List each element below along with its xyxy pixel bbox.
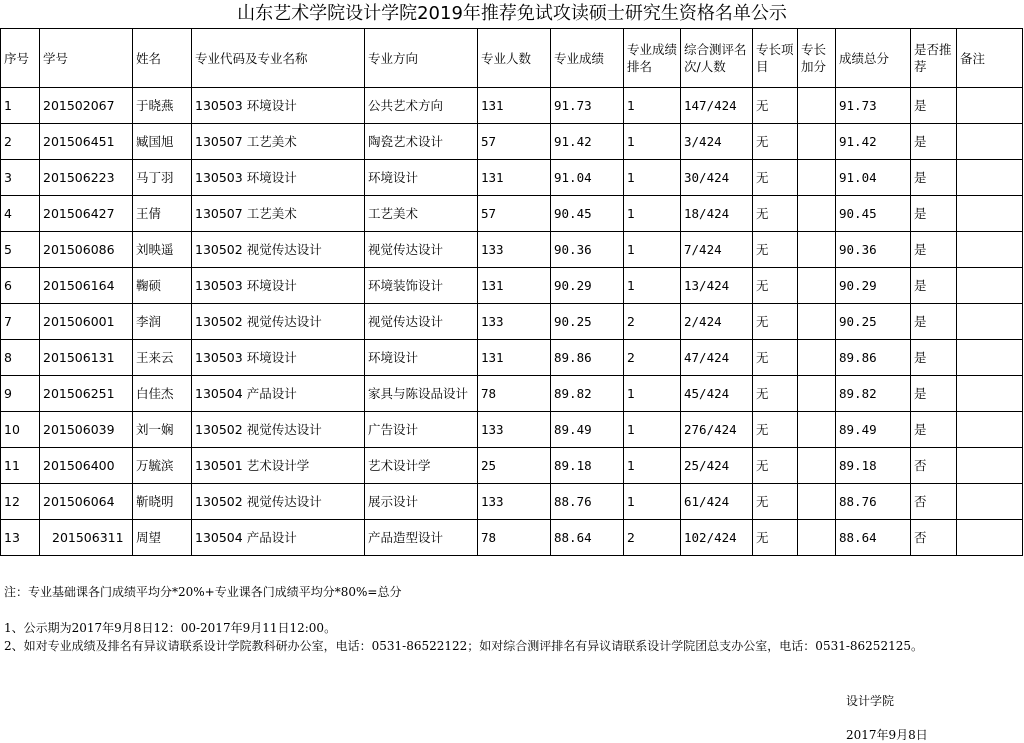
column-header: 成绩总分 <box>836 29 911 88</box>
table-cell: 无 <box>753 340 798 376</box>
table-cell: 白佳杰 <box>133 376 192 412</box>
table-cell: 2 <box>624 304 681 340</box>
table-cell: 2/424 <box>681 304 753 340</box>
table-cell: 9 <box>1 376 40 412</box>
table-cell: 无 <box>753 520 798 556</box>
table-row <box>1 160 1023 196</box>
table-cell: 91.73 <box>551 88 624 124</box>
table-cell <box>957 124 1023 160</box>
table-cell: 78 <box>478 520 551 556</box>
column-header: 专业代码及专业名称 <box>192 29 365 88</box>
table-cell: 130503 环境设计 <box>192 160 365 196</box>
table-cell: 57 <box>478 124 551 160</box>
column-header: 专业人数 <box>478 29 551 88</box>
table-cell: 90.29 <box>836 268 911 304</box>
table-cell: 万毓滨 <box>133 448 192 484</box>
table-cell: 无 <box>753 196 798 232</box>
table-cell: 201506086 <box>40 232 133 268</box>
table-cell: 于晓燕 <box>133 88 192 124</box>
table-cell <box>798 340 836 376</box>
table-cell <box>957 268 1023 304</box>
table-cell: 201506251 <box>40 376 133 412</box>
table-cell: 1 <box>624 376 681 412</box>
table-cell: 30/424 <box>681 160 753 196</box>
table-cell: 10 <box>1 412 40 448</box>
table-cell: 133 <box>478 232 551 268</box>
table-cell: 1 <box>624 124 681 160</box>
column-header: 是否推荐 <box>911 29 957 88</box>
table-cell: 201506223 <box>40 160 133 196</box>
table-cell: 47/424 <box>681 340 753 376</box>
table-cell: 61/424 <box>681 484 753 520</box>
table-cell: 5 <box>1 232 40 268</box>
table-cell: 广告设计 <box>365 412 478 448</box>
table-cell: 201506064 <box>40 484 133 520</box>
table-cell: 90.45 <box>836 196 911 232</box>
table-cell: 是 <box>911 124 957 160</box>
table-cell: 90.45 <box>551 196 624 232</box>
table-cell: 1 <box>624 268 681 304</box>
table-cell: 89.18 <box>551 448 624 484</box>
table-cell: 18/424 <box>681 196 753 232</box>
table-cell <box>957 412 1023 448</box>
table-cell: 刘一娴 <box>133 412 192 448</box>
table-cell: 91.42 <box>836 124 911 160</box>
table-cell: 130501 艺术设计学 <box>192 448 365 484</box>
table-cell: 陶瓷艺术设计 <box>365 124 478 160</box>
table-cell: 130502 视觉传达设计 <box>192 232 365 268</box>
table-cell: 公共艺术方向 <box>365 88 478 124</box>
notice-contact: 2、如对专业成绩及排名有异议请联系设计学院教科研办公室，电话：0531-86522122；如对综合测评排名有异议请联系设计学院团总支办公室，电话：0531-86252125。 <box>4 639 923 653</box>
table-cell: 201506400 <box>40 448 133 484</box>
table-cell <box>798 268 836 304</box>
table-cell: 88.64 <box>551 520 624 556</box>
column-header: 备注 <box>957 29 1023 88</box>
table-cell: 2 <box>624 520 681 556</box>
table-cell: 88.76 <box>551 484 624 520</box>
table-cell: 3 <box>1 160 40 196</box>
table-cell: 201506311 <box>40 520 133 556</box>
table-cell: 产品造型设计 <box>365 520 478 556</box>
table-row <box>1 268 1023 304</box>
table-cell: 13/424 <box>681 268 753 304</box>
table-cell <box>798 520 836 556</box>
table-cell: 否 <box>911 484 957 520</box>
table-cell: 无 <box>753 448 798 484</box>
table-cell: 130507 工艺美术 <box>192 124 365 160</box>
table-cell: 艺术设计学 <box>365 448 478 484</box>
table-cell: 2 <box>624 340 681 376</box>
table-cell: 无 <box>753 412 798 448</box>
table-cell: 7 <box>1 304 40 340</box>
table-cell: 展示设计 <box>365 484 478 520</box>
table-cell: 1 <box>624 448 681 484</box>
table-cell: 78 <box>478 376 551 412</box>
table-cell: 201506427 <box>40 196 133 232</box>
table-cell: 7/424 <box>681 232 753 268</box>
column-header: 姓名 <box>133 29 192 88</box>
table-cell: 无 <box>753 484 798 520</box>
table-cell: 刘映遥 <box>133 232 192 268</box>
table-cell <box>957 376 1023 412</box>
table-cell: 1 <box>624 412 681 448</box>
column-header: 专业方向 <box>365 29 478 88</box>
table-cell: 91.73 <box>836 88 911 124</box>
recommendation-table <box>0 28 1023 556</box>
table-cell: 130503 环境设计 <box>192 88 365 124</box>
table-cell: 周望 <box>133 520 192 556</box>
table-row <box>1 124 1023 160</box>
notice-period: 1、公示期为2017年9月8日12：00-2017年9月11日12:00。 <box>4 621 337 635</box>
table-cell: 1 <box>624 88 681 124</box>
table-cell: 91.04 <box>836 160 911 196</box>
table-cell: 89.86 <box>551 340 624 376</box>
table-cell: 王来云 <box>133 340 192 376</box>
table-cell: 201506164 <box>40 268 133 304</box>
table-cell: 无 <box>753 88 798 124</box>
table-cell: 131 <box>478 268 551 304</box>
table-cell: 否 <box>911 448 957 484</box>
table-cell: 1 <box>624 232 681 268</box>
table-cell: 201506451 <box>40 124 133 160</box>
table-cell: 89.49 <box>836 412 911 448</box>
table-cell: 130503 环境设计 <box>192 340 365 376</box>
table-cell: 环境装饰设计 <box>365 268 478 304</box>
table-cell <box>798 376 836 412</box>
column-header: 专长加分 <box>798 29 836 88</box>
table-cell: 102/424 <box>681 520 753 556</box>
table-cell: 89.82 <box>551 376 624 412</box>
table-cell: 无 <box>753 376 798 412</box>
table-cell: 视觉传达设计 <box>365 304 478 340</box>
table-cell: 1 <box>624 484 681 520</box>
table-cell: 89.49 <box>551 412 624 448</box>
table-cell: 2 <box>1 124 40 160</box>
table-cell: 90.36 <box>836 232 911 268</box>
table-cell: 是 <box>911 340 957 376</box>
table-row <box>1 484 1023 520</box>
column-header: 专业成绩 <box>551 29 624 88</box>
table-cell <box>957 88 1023 124</box>
table-cell: 11 <box>1 448 40 484</box>
table-cell: 环境设计 <box>365 160 478 196</box>
table-cell: 201506001 <box>40 304 133 340</box>
table-cell: 133 <box>478 412 551 448</box>
table-cell: 89.86 <box>836 340 911 376</box>
table-cell: 无 <box>753 232 798 268</box>
table-row <box>1 88 1023 124</box>
table-cell: 130502 视觉传达设计 <box>192 412 365 448</box>
table-cell <box>798 196 836 232</box>
table-cell <box>798 448 836 484</box>
table-cell: 鞠硕 <box>133 268 192 304</box>
table-cell: 131 <box>478 160 551 196</box>
table-cell: 276/424 <box>681 412 753 448</box>
table-cell: 是 <box>911 196 957 232</box>
table-row <box>1 304 1023 340</box>
table-cell: 130502 视觉传达设计 <box>192 304 365 340</box>
table-cell: 130502 视觉传达设计 <box>192 484 365 520</box>
table-cell: 王倩 <box>133 196 192 232</box>
table-cell: 4 <box>1 196 40 232</box>
table-cell: 是 <box>911 412 957 448</box>
column-header: 序号 <box>1 29 40 88</box>
table-cell: 147/424 <box>681 88 753 124</box>
table-cell: 12 <box>1 484 40 520</box>
table-cell: 臧国旭 <box>133 124 192 160</box>
column-header: 综合测评名次/人数 <box>681 29 753 88</box>
table-cell <box>798 412 836 448</box>
table-cell: 57 <box>478 196 551 232</box>
table-cell: 25 <box>478 448 551 484</box>
table-cell: 90.36 <box>551 232 624 268</box>
table-cell: 家具与陈设品设计 <box>365 376 478 412</box>
table-row <box>1 340 1023 376</box>
table-cell: 无 <box>753 268 798 304</box>
table-cell: 是 <box>911 268 957 304</box>
table-cell: 201506131 <box>40 340 133 376</box>
table-cell: 是 <box>911 376 957 412</box>
table-cell: 3/424 <box>681 124 753 160</box>
signature: 设计学院 <box>846 694 895 708</box>
table-cell: 无 <box>753 124 798 160</box>
table-cell: 90.25 <box>551 304 624 340</box>
table-cell: 无 <box>753 160 798 196</box>
table-cell <box>957 196 1023 232</box>
table-cell: 是 <box>911 160 957 196</box>
table-cell <box>957 304 1023 340</box>
table-cell: 无 <box>753 304 798 340</box>
table-cell: 130507 工艺美术 <box>192 196 365 232</box>
table-cell: 1 <box>624 196 681 232</box>
table-row <box>1 448 1023 484</box>
table-cell: 李润 <box>133 304 192 340</box>
table-row <box>1 412 1023 448</box>
table-cell <box>798 124 836 160</box>
table-cell <box>957 484 1023 520</box>
table-row <box>1 196 1023 232</box>
table-cell: 133 <box>478 484 551 520</box>
table-cell: 133 <box>478 304 551 340</box>
table-cell: 88.64 <box>836 520 911 556</box>
table-cell <box>798 88 836 124</box>
page-title: 山东艺术学院设计学院2019年推荐免试攻读硕士研究生资格名单公示 <box>237 3 787 24</box>
table-cell: 8 <box>1 340 40 376</box>
table-cell: 靳晓明 <box>133 484 192 520</box>
table-cell: 1 <box>624 160 681 196</box>
table-cell <box>957 520 1023 556</box>
table-cell: 89.82 <box>836 376 911 412</box>
table-cell <box>957 160 1023 196</box>
table-cell: 工艺美术 <box>365 196 478 232</box>
column-header: 专业成绩排名 <box>624 29 681 88</box>
table-body <box>1 88 1023 556</box>
table-cell: 90.29 <box>551 268 624 304</box>
issue-date: 2017年9月8日 <box>846 728 928 742</box>
table-header-row <box>1 29 1023 88</box>
table-cell <box>798 160 836 196</box>
table-cell: 视觉传达设计 <box>365 232 478 268</box>
table-cell: 1 <box>1 88 40 124</box>
table-cell: 6 <box>1 268 40 304</box>
table-cell: 131 <box>478 340 551 376</box>
table-cell: 否 <box>911 520 957 556</box>
table-cell: 91.04 <box>551 160 624 196</box>
table-cell: 130504 产品设计 <box>192 520 365 556</box>
table-cell: 45/424 <box>681 376 753 412</box>
column-header: 学号 <box>40 29 133 88</box>
table-cell: 201506039 <box>40 412 133 448</box>
table-cell: 131 <box>478 88 551 124</box>
table-cell: 90.25 <box>836 304 911 340</box>
table-cell: 环境设计 <box>365 340 478 376</box>
table-cell <box>798 304 836 340</box>
table-cell: 是 <box>911 88 957 124</box>
table-cell: 201502067 <box>40 88 133 124</box>
table-cell: 89.18 <box>836 448 911 484</box>
table-cell: 是 <box>911 232 957 268</box>
table-row <box>1 232 1023 268</box>
column-header: 专长项目 <box>753 29 798 88</box>
table-cell: 130504 产品设计 <box>192 376 365 412</box>
table-cell <box>798 484 836 520</box>
table-row <box>1 376 1023 412</box>
table-cell <box>957 340 1023 376</box>
table-cell: 13 <box>1 520 40 556</box>
table-cell: 是 <box>911 304 957 340</box>
table-cell: 91.42 <box>551 124 624 160</box>
table-cell: 130503 环境设计 <box>192 268 365 304</box>
table-row <box>1 520 1023 556</box>
table-cell: 马丁羽 <box>133 160 192 196</box>
table-cell: 25/424 <box>681 448 753 484</box>
table-cell <box>798 232 836 268</box>
table-cell: 88.76 <box>836 484 911 520</box>
score-formula-note: 注：专业基础课各门成绩平均分*20%+专业课各门成绩平均分*80%=总分 <box>4 585 402 599</box>
table-cell <box>957 448 1023 484</box>
table-cell <box>957 232 1023 268</box>
